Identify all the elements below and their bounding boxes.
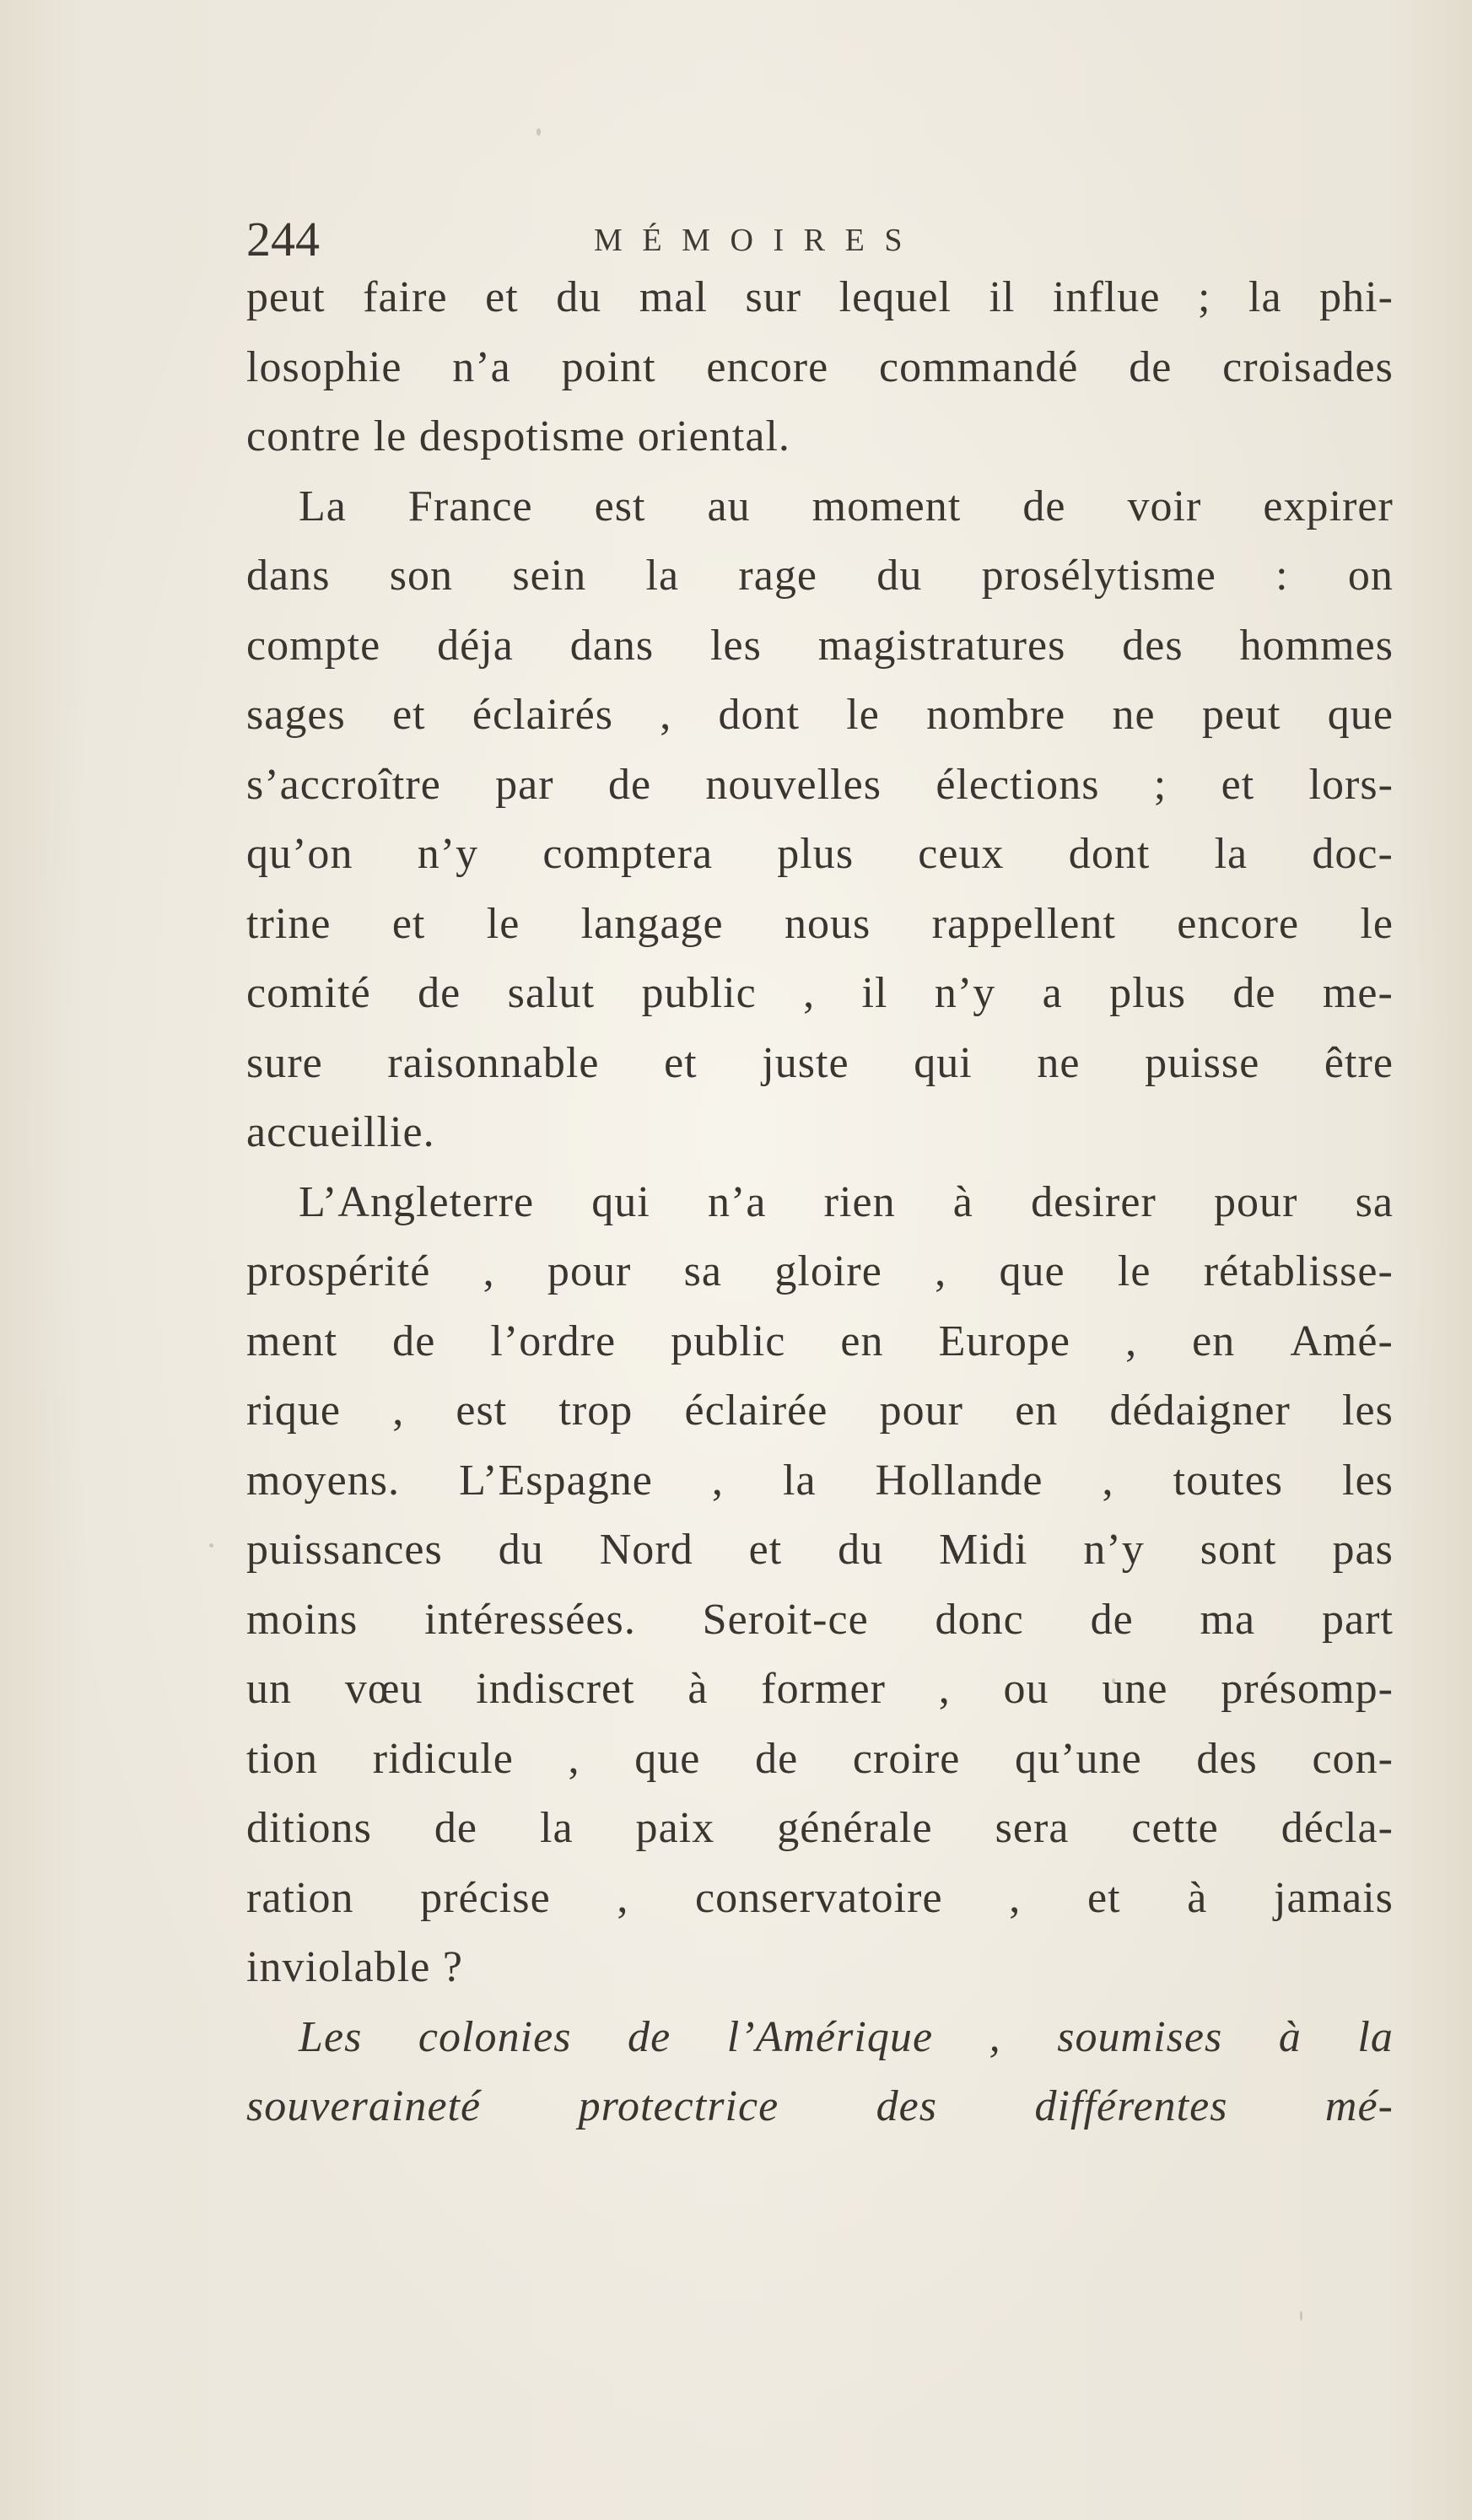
word: nous: [784, 899, 871, 948]
word: la: [1214, 830, 1248, 878]
word: éclairés: [472, 691, 613, 739]
word: ,: [568, 1734, 580, 1783]
word: ?: [442, 1943, 464, 1991]
word: que: [999, 1247, 1065, 1295]
word: à: [687, 1665, 709, 1713]
word: en: [840, 1317, 884, 1365]
word: n’a: [452, 342, 511, 391]
word: des: [876, 2082, 938, 2130]
word: et: [391, 899, 426, 948]
word: encore: [1177, 899, 1300, 948]
word: colonies: [418, 2012, 572, 2061]
word: accueillie.: [246, 1108, 435, 1156]
word: magistratures: [817, 621, 1066, 670]
text-line: [246, 1586, 1394, 1656]
word: voir: [1127, 482, 1202, 530]
word: langage: [580, 899, 724, 948]
text-line: [246, 472, 1394, 542]
word: ,: [483, 1247, 495, 1295]
word: moment: [811, 482, 962, 530]
word: pas: [1332, 1526, 1394, 1574]
word: les: [710, 621, 762, 670]
word: prosélytisme: [981, 552, 1216, 600]
word: n’y: [417, 830, 479, 878]
word: peut: [1201, 691, 1281, 739]
word: ,: [935, 1247, 947, 1295]
paper-speck: [536, 128, 541, 136]
word: sera: [995, 1804, 1070, 1852]
word: n’y: [934, 969, 996, 1017]
word: dans: [569, 621, 655, 670]
running-title: MÉMOIRES: [594, 223, 923, 258]
word: a: [1042, 969, 1063, 1017]
word: despotisme: [418, 412, 626, 460]
word: à: [1278, 2012, 1302, 2061]
word: du: [876, 552, 923, 600]
word: dont: [1068, 830, 1151, 878]
word: de: [1129, 342, 1173, 391]
word: s’accroître: [246, 760, 441, 809]
word: le: [373, 412, 407, 460]
word: de: [755, 1734, 799, 1783]
word: peut: [246, 273, 326, 321]
word: la: [539, 1804, 574, 1852]
text-line: [246, 1029, 1394, 1099]
word: ridicule: [372, 1734, 514, 1783]
word: L’Espagne: [459, 1456, 653, 1505]
word: ,: [1102, 1456, 1114, 1505]
word: de: [1232, 969, 1276, 1017]
word: le: [486, 899, 520, 948]
word: raisonnable: [387, 1038, 600, 1087]
word: il: [861, 969, 888, 1017]
word: et: [485, 273, 519, 321]
word: de: [418, 969, 461, 1017]
word: Les: [299, 2012, 363, 2061]
word: ,: [617, 1873, 629, 1922]
word: conservatoire: [695, 1873, 943, 1922]
word: dédaigner: [1109, 1387, 1291, 1435]
word: pour: [879, 1387, 964, 1435]
word: qu’une: [1015, 1734, 1142, 1783]
word: :: [1275, 552, 1289, 600]
word: décla-: [1281, 1804, 1394, 1852]
word: oriental.: [637, 412, 790, 460]
word: ;: [1153, 760, 1167, 809]
word: moins: [246, 1595, 359, 1644]
word: des: [1196, 1734, 1258, 1783]
word: France: [407, 482, 533, 530]
word: faire: [363, 273, 448, 321]
word: former: [761, 1665, 886, 1713]
word: dont: [718, 691, 801, 739]
word: commandé: [878, 342, 1079, 391]
word: le: [1117, 1247, 1151, 1295]
word: nombre: [926, 691, 1066, 739]
word: ,: [803, 969, 816, 1017]
word: qu’on: [246, 830, 353, 878]
word: à: [1187, 1873, 1208, 1922]
word: jamais: [1273, 1873, 1394, 1922]
word: moyens.: [246, 1456, 401, 1505]
word: phi-: [1319, 273, 1394, 321]
word: déja: [437, 621, 514, 670]
word: contre: [246, 412, 362, 460]
word: de: [434, 1804, 477, 1852]
text-line: [246, 611, 1394, 681]
word: n’y: [1083, 1526, 1145, 1574]
word: sa: [683, 1247, 723, 1295]
word: salut: [507, 969, 596, 1017]
text-line: [246, 890, 1394, 960]
word: présomp-: [1221, 1665, 1394, 1713]
word: Seroit-ce: [702, 1595, 869, 1644]
word: desirer: [1031, 1177, 1157, 1226]
word: le: [1360, 899, 1394, 948]
word: paix: [635, 1804, 715, 1852]
word: influe: [1052, 273, 1161, 321]
word: souveraineté: [246, 2082, 482, 2130]
word: doc-: [1312, 830, 1394, 878]
text-line: [246, 1376, 1394, 1446]
word: une: [1102, 1665, 1168, 1713]
word: sure: [246, 1038, 323, 1087]
word: et: [664, 1038, 698, 1087]
word: ne: [1037, 1038, 1081, 1087]
word: au: [707, 482, 751, 530]
word: plus: [777, 830, 855, 878]
word: de: [1022, 482, 1066, 530]
word: la: [1357, 2012, 1394, 2061]
word: pour: [1213, 1177, 1298, 1226]
word: de: [628, 2012, 671, 2061]
word: lors-: [1308, 760, 1394, 809]
word: un: [246, 1665, 293, 1713]
word: trine: [246, 899, 332, 948]
word: pour: [547, 1247, 632, 1295]
text-line: [246, 681, 1394, 751]
word: n’a: [707, 1177, 767, 1226]
word: juste: [762, 1038, 849, 1087]
text-line: [246, 541, 1394, 611]
word: puisse: [1145, 1038, 1260, 1087]
word: donc: [935, 1595, 1024, 1644]
word: rien: [823, 1177, 896, 1226]
text-line: [246, 1516, 1394, 1586]
word: losophie: [246, 342, 402, 391]
word: expirer: [1263, 482, 1394, 530]
word: du: [498, 1526, 544, 1574]
word: mé-: [1324, 2082, 1394, 2130]
word: ,: [392, 1387, 405, 1435]
word: précise: [420, 1873, 551, 1922]
word: Nord: [599, 1526, 693, 1574]
word: point: [561, 342, 656, 391]
word: l’Amérique: [726, 2012, 934, 2061]
text-line: [246, 402, 1394, 472]
word: croisades: [1222, 342, 1394, 391]
word: la: [1248, 273, 1282, 321]
word: ration: [246, 1873, 354, 1922]
word: toutes: [1173, 1456, 1284, 1505]
word: me-: [1322, 969, 1394, 1017]
word: éclairée: [684, 1387, 828, 1435]
word: à: [952, 1177, 973, 1226]
word: générale: [777, 1804, 933, 1852]
word: vœu: [344, 1665, 423, 1713]
word: cette: [1131, 1804, 1219, 1852]
word: et: [1221, 760, 1255, 809]
word: rique: [246, 1387, 342, 1435]
word: ceux: [918, 830, 1005, 878]
word: ,: [938, 1665, 951, 1713]
word: ;: [1197, 273, 1211, 321]
word: Amé-: [1290, 1317, 1394, 1365]
word: trop: [558, 1387, 634, 1435]
word: dans: [246, 552, 331, 600]
word: protectrice: [578, 2082, 779, 2130]
word: que: [634, 1734, 701, 1783]
word: de: [607, 760, 652, 809]
word: intéressées.: [424, 1595, 636, 1644]
word: plus: [1109, 969, 1186, 1017]
word: les: [1342, 1456, 1394, 1505]
word: ,: [1125, 1317, 1138, 1365]
word: sont: [1200, 1526, 1277, 1574]
word: L’Angleterre: [299, 1177, 535, 1226]
word: ma: [1200, 1595, 1256, 1644]
word: Europe: [938, 1317, 1071, 1365]
word: être: [1324, 1038, 1394, 1087]
word: que: [1327, 691, 1394, 739]
word: public: [671, 1317, 786, 1365]
word: est: [594, 482, 646, 530]
word: gloire: [774, 1247, 882, 1295]
word: ,: [660, 691, 672, 739]
text-line: [246, 1725, 1394, 1795]
word: rétablisse-: [1203, 1247, 1394, 1295]
word: ,: [989, 2012, 1001, 2061]
text-line: [246, 1168, 1394, 1238]
word: ne: [1112, 691, 1156, 739]
word: de: [1090, 1595, 1134, 1644]
word: son: [389, 552, 454, 600]
word: rage: [738, 552, 818, 600]
word: en: [1192, 1317, 1236, 1365]
word: on: [1347, 552, 1394, 600]
word: nouvelles: [705, 760, 882, 809]
word: indiscret: [476, 1665, 635, 1713]
word: sur: [745, 273, 802, 321]
paper-speck: [1300, 2311, 1302, 2321]
text-line: [246, 1933, 1394, 2003]
word: est: [456, 1387, 508, 1435]
text-line: [246, 1864, 1394, 1934]
word: lequel: [838, 273, 952, 321]
word: par: [495, 760, 554, 809]
word: ,: [1009, 1873, 1022, 1922]
body-text: [246, 263, 1394, 2142]
text-line: [246, 1655, 1394, 1725]
text-line: [246, 1237, 1394, 1307]
text-line: [246, 751, 1394, 821]
word: et: [392, 691, 426, 739]
word: de: [392, 1317, 436, 1365]
word: et: [748, 1526, 783, 1574]
word: ,: [711, 1456, 724, 1505]
word: ou: [1003, 1665, 1049, 1713]
word: puissances: [246, 1526, 443, 1574]
word: compte: [246, 621, 381, 670]
word: la: [782, 1456, 817, 1505]
word: des: [1122, 621, 1184, 670]
word: inviolable: [246, 1943, 431, 1991]
word: la: [645, 552, 680, 600]
word: sa: [1355, 1177, 1394, 1226]
word: public: [641, 969, 757, 1017]
word: sein: [512, 552, 587, 600]
text-line: [246, 1446, 1394, 1516]
word: le: [846, 691, 880, 739]
text-line: [246, 2072, 1394, 2142]
word: qui: [914, 1038, 973, 1087]
text-line: [246, 333, 1394, 403]
word: l’ordre: [490, 1317, 617, 1365]
word: Hollande: [875, 1456, 1043, 1505]
text-line: [246, 820, 1394, 890]
word: du: [838, 1526, 884, 1574]
word: qui: [591, 1177, 650, 1226]
text-line: [246, 1098, 1394, 1168]
paper-speck: [209, 1543, 213, 1548]
word: hommes: [1239, 621, 1394, 670]
word: encore: [706, 342, 829, 391]
word: sages: [246, 691, 346, 739]
word: soumises: [1057, 2012, 1223, 2061]
text-line: [246, 1794, 1394, 1864]
word: les: [1342, 1387, 1394, 1435]
text-line: [246, 2003, 1394, 2073]
word: il: [989, 273, 1016, 321]
word: con-: [1312, 1734, 1394, 1783]
page-number: 244: [246, 212, 320, 267]
text-line: [246, 959, 1394, 1029]
word: tion: [246, 1734, 319, 1783]
word: Midi: [939, 1526, 1028, 1574]
word: part: [1321, 1595, 1394, 1644]
word: La: [299, 482, 347, 530]
word: comptera: [542, 830, 714, 878]
word: ditions: [246, 1804, 372, 1852]
word: différentes: [1034, 2082, 1228, 2130]
word: en: [1015, 1387, 1059, 1435]
word: élections: [936, 760, 1100, 809]
text-line: [246, 263, 1394, 333]
word: rappellent: [931, 899, 1116, 948]
word: prospérité: [246, 1247, 431, 1295]
word: et: [1086, 1873, 1121, 1922]
word: comité: [246, 969, 371, 1017]
word: ment: [246, 1317, 338, 1365]
text-line: [246, 1307, 1394, 1377]
word: croire: [852, 1734, 961, 1783]
word: mal: [639, 273, 708, 321]
word: du: [556, 273, 602, 321]
